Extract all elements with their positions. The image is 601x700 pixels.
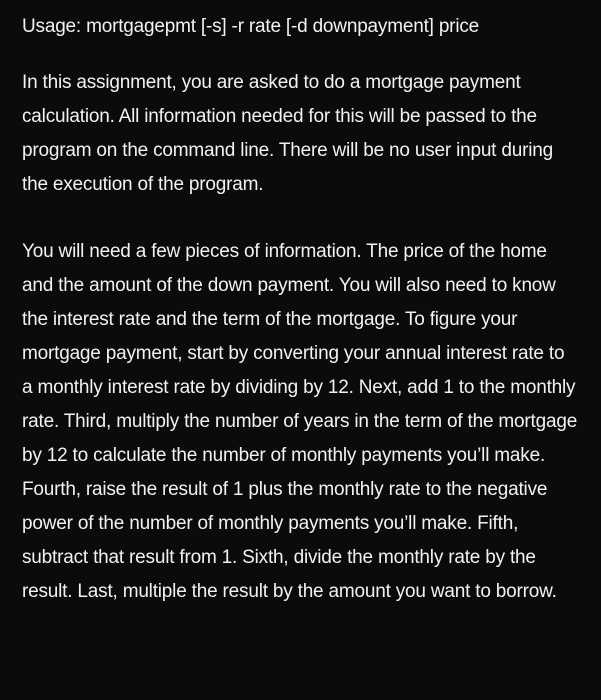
intro-paragraph: In this assignment, you are asked to do a mortgage payment calculation. All information needed for this will be passed to the program on the command line. There will be no user input during the execution of the program. <box>22 72 553 195</box>
usage-line: Usage: mortgagepmt [-s] -r rate [-d downpayment] price <box>22 16 480 37</box>
instructions-paragraph: You will need a few pieces of information. The price of the home and the amount of the down payment. You will also need to know the interest rate and the term of the mortgage. To figure your mortgage payment, start by converting your annual interest rate to a monthly interest rate by dividing by 12. Next, add 1 to the monthly rate. Third, multiply the number of years in the term of the mortgage by 12 to calculate the number of monthly payments you’ll make. Fourth, raise the result of 1 plus the monthly rate to the negative power of the number of monthly payments you’ll make. Fifth, subtract that result from 1. Sixth, divide the monthly rate by the result. Last, multiple the result by the amount you want to borrow. <box>22 241 578 602</box>
